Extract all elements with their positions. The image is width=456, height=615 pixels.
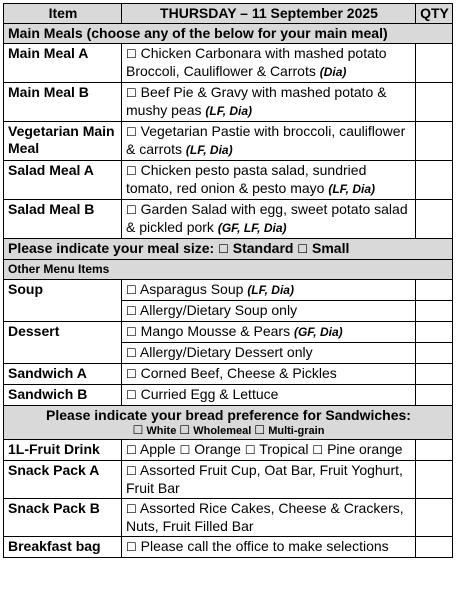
checkbox-icon[interactable]: ☐	[126, 125, 137, 139]
menu-row	[4, 44, 453, 83]
menu-row	[4, 322, 453, 343]
checkbox-icon[interactable]: ☐	[126, 86, 137, 100]
soup-option-1[interactable]	[122, 280, 416, 301]
main-meals-section-title: Main Meals (choose any of the below for your main meal)	[4, 24, 453, 44]
qty-cell[interactable]	[416, 461, 453, 499]
sandwich-b-label: Sandwich B	[4, 385, 122, 406]
menu-row	[4, 161, 453, 200]
option-text: Corned Beef, Cheese & Pickles	[140, 365, 337, 381]
salad-meal-a-label: Salad Meal A	[4, 161, 122, 200]
small-checkbox-icon[interactable]: ☐	[297, 242, 309, 256]
dietary-tags: (GF, LF, Dia)	[217, 221, 287, 235]
header-row	[4, 4, 453, 24]
orange-label: Orange	[194, 441, 241, 457]
option-text: Beef Pie & Gravy with mashed potato & mushy peas	[126, 84, 387, 118]
checkbox-icon[interactable]: ☐	[126, 367, 137, 381]
dietary-tags: (LF, Dia)	[247, 283, 294, 297]
menu-row	[4, 537, 453, 558]
breakfast-bag-option[interactable]	[122, 537, 416, 558]
option-text: Please call the office to make selections	[140, 538, 389, 554]
item-column-header: Item	[4, 4, 122, 24]
qty-cell[interactable]	[416, 44, 453, 83]
qty-cell[interactable]	[416, 499, 453, 537]
option-text: Garden Salad with egg, sweet potato salad & pickled pork	[126, 201, 408, 235]
menu-row	[4, 461, 453, 499]
menu-row	[4, 440, 453, 461]
snack-pack-a-label: Snack Pack A	[4, 461, 122, 499]
multigrain-label: Multi-grain	[268, 425, 325, 437]
main-meal-b-option[interactable]	[122, 83, 416, 122]
orange-checkbox-icon[interactable]: ☐	[179, 443, 191, 457]
bread-preference-prompt: Please indicate your bread preference for Sandwiches:	[46, 407, 411, 423]
vegetarian-main-meal-label: Vegetarian Main Meal	[4, 122, 122, 161]
salad-meal-b-option[interactable]	[122, 200, 416, 239]
qty-cell[interactable]	[416, 440, 453, 461]
white-checkbox-icon[interactable]: ☐	[132, 423, 144, 437]
qty-cell[interactable]	[416, 322, 453, 343]
qty-column-header: QTY	[416, 4, 453, 24]
main-meal-a-label: Main Meal A	[4, 44, 122, 83]
checkbox-icon[interactable]: ☐	[126, 203, 137, 217]
dietary-tags: (Dia)	[319, 65, 347, 79]
option-text: Mango Mousse & Pears	[140, 323, 291, 339]
option-text: Allergy/Dietary Dessert only	[139, 344, 313, 360]
checkbox-icon[interactable]: ☐	[126, 388, 137, 402]
dietary-tags: (GF, Dia)	[293, 325, 343, 339]
vegetarian-main-meal-option[interactable]	[122, 122, 416, 161]
checkbox-icon[interactable]: ☐	[126, 464, 137, 478]
meal-size-selector	[4, 239, 453, 260]
dietary-tags: (LF, Dia)	[205, 104, 253, 118]
qty-cell[interactable]	[416, 83, 453, 122]
small-label: Small	[312, 240, 350, 256]
fruit-drink-label: 1L-Fruit Drink	[4, 440, 122, 461]
menu-row	[4, 122, 453, 161]
qty-cell[interactable]	[416, 122, 453, 161]
option-text: Asparagus Soup	[139, 281, 244, 297]
option-text: Assorted Rice Cakes, Cheese & Crackers, Nuts, Fruit Filled Bar	[126, 500, 404, 534]
option-text: Allergy/Dietary Soup only	[139, 302, 298, 318]
day-date-header: THURSDAY – 11 September 2025	[122, 4, 416, 24]
standard-label: Standard	[232, 240, 294, 256]
wholemeal-checkbox-icon[interactable]: ☐	[179, 423, 191, 437]
option-text: Vegetarian Pastie with broccoli, cauliflower & carrots	[126, 123, 406, 157]
checkbox-icon[interactable]: ☐	[126, 304, 137, 318]
menu-row	[4, 499, 453, 537]
checkbox-icon[interactable]: ☐	[126, 164, 137, 178]
breakfast-bag-label: Breakfast bag	[4, 537, 122, 558]
soup-label: Soup	[4, 280, 122, 322]
multigrain-checkbox-icon[interactable]: ☐	[254, 423, 266, 437]
tropical-checkbox-icon[interactable]: ☐	[244, 443, 256, 457]
main-meals-section-row	[4, 24, 453, 44]
option-text: Chicken Carbonara with mashed potato Broccoli, Cauliflower & Carrots	[126, 45, 387, 79]
bread-preference-selector	[4, 406, 453, 440]
dessert-option-2[interactable]	[122, 343, 416, 364]
sandwich-a-option[interactable]	[122, 364, 416, 385]
dessert-label: Dessert	[4, 322, 122, 364]
sandwich-b-option[interactable]	[122, 385, 416, 406]
menu-row	[4, 83, 453, 122]
meal-size-prompt: Please indicate your meal size:	[8, 240, 215, 256]
main-meal-a-option[interactable]	[122, 44, 416, 83]
qty-cell[interactable]	[416, 343, 453, 364]
snack-pack-b-label: Snack Pack B	[4, 499, 122, 537]
pine-orange-label: Pine orange	[327, 441, 403, 457]
bread-options	[8, 424, 449, 438]
checkbox-icon[interactable]: ☐	[126, 47, 137, 61]
checkbox-icon[interactable]: ☐	[126, 283, 137, 297]
qty-cell[interactable]	[416, 280, 453, 301]
checkbox-icon[interactable]: ☐	[126, 540, 137, 554]
tropical-label: Tropical	[259, 441, 309, 457]
checkbox-icon[interactable]: ☐	[126, 502, 137, 516]
menu-row	[4, 200, 453, 239]
salad-meal-a-option[interactable]	[122, 161, 416, 200]
white-label: White	[146, 425, 177, 437]
wholemeal-label: Wholemeal	[193, 425, 252, 437]
checkbox-icon[interactable]: ☐	[126, 346, 137, 360]
soup-option-2[interactable]	[122, 301, 416, 322]
salad-meal-b-label: Salad Meal B	[4, 200, 122, 239]
qty-cell[interactable]	[416, 537, 453, 558]
qty-cell[interactable]	[416, 364, 453, 385]
other-items-section-title: Other Menu Items	[4, 260, 453, 280]
qty-cell[interactable]	[416, 200, 453, 239]
dietary-tags: (LF, Dia)	[328, 182, 376, 196]
menu-row	[4, 280, 453, 301]
option-text: Assorted Fruit Cup, Oat Bar, Fruit Yoghurt, Fruit Bar	[126, 462, 403, 496]
option-text: Chicken pesto pasta salad, sundried tomato, red onion & pesto mayo	[126, 162, 367, 196]
dietary-tags: (LF, Dia)	[185, 143, 233, 157]
option-text: Curried Egg & Lettuce	[140, 386, 279, 402]
qty-cell[interactable]	[416, 385, 453, 406]
apple-checkbox-icon[interactable]: ☐	[126, 443, 137, 457]
snack-pack-a-option[interactable]	[122, 461, 416, 499]
other-items-section-row	[4, 260, 453, 280]
snack-pack-b-option[interactable]	[122, 499, 416, 537]
fruit-drink-options	[122, 440, 416, 461]
pine-orange-checkbox-icon[interactable]: ☐	[312, 443, 324, 457]
meal-size-row	[4, 239, 453, 260]
menu-order-form	[3, 3, 453, 558]
bread-preference-row	[4, 406, 453, 440]
dessert-option-1[interactable]	[122, 322, 416, 343]
standard-checkbox-icon[interactable]: ☐	[218, 242, 229, 256]
menu-row	[4, 385, 453, 406]
qty-cell[interactable]	[416, 161, 453, 200]
qty-cell[interactable]	[416, 301, 453, 322]
menu-row	[4, 364, 453, 385]
main-meal-b-label: Main Meal B	[4, 83, 122, 122]
sandwich-a-label: Sandwich A	[4, 364, 122, 385]
checkbox-icon[interactable]: ☐	[126, 325, 137, 339]
apple-label: Apple	[139, 441, 176, 457]
